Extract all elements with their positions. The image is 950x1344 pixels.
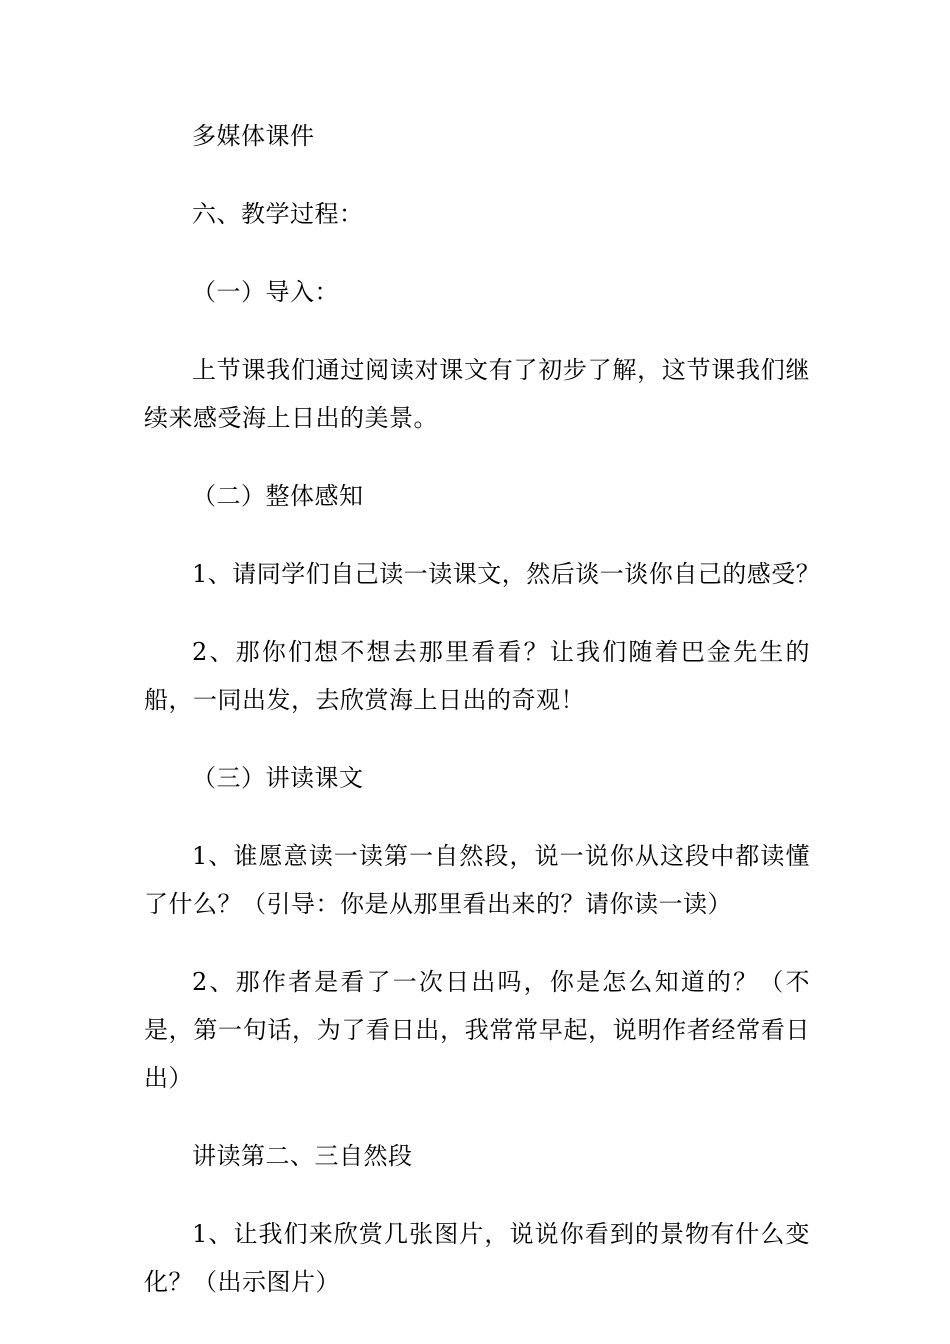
subheading-text-reading: （三）讲读课文: [192, 764, 364, 792]
paragraph-reading-2: 2、那作者是看了一次日出吗，你是怎么知道的？（不是，第一句话，为了看日出，我常常早起，说明作者经常看日出）: [144, 968, 810, 1092]
paragraph-materials: 多媒体课件: [192, 122, 315, 150]
paragraph-reading-1: 1、谁愿意读一读第一自然段，说一说你从这段中都读懂了什么？（引导：你是从那里看出来的？请你读一读）: [144, 842, 810, 918]
section-heading-teaching-process: 六、教学过程：: [192, 200, 364, 228]
subheading-paragraphs-two-three: 讲读第二、三自然段: [192, 1142, 413, 1170]
subheading-overall-perception: （二）整体感知: [192, 482, 364, 510]
paragraph-pictures: 1、让我们来欣赏几张图片，说说你看到的景物有什么变化？（出示图片）: [144, 1220, 810, 1296]
subheading-introduction: （一）导入：: [192, 278, 339, 306]
paragraph-perception-1: 1、请同学们自己读一读课文，然后谈一谈你自己的感受？: [192, 560, 821, 588]
paragraph-introduction: 上节课我们通过阅读对课文有了初步了解，这节课我们继续来感受海上日出的美景。: [144, 356, 810, 432]
document-body: [144, 112, 821, 1336]
paragraph-perception-2: 2、那你们想不想去那里看看？让我们随着巴金先生的船，一同出发，去欣赏海上日出的奇观！: [144, 638, 810, 714]
